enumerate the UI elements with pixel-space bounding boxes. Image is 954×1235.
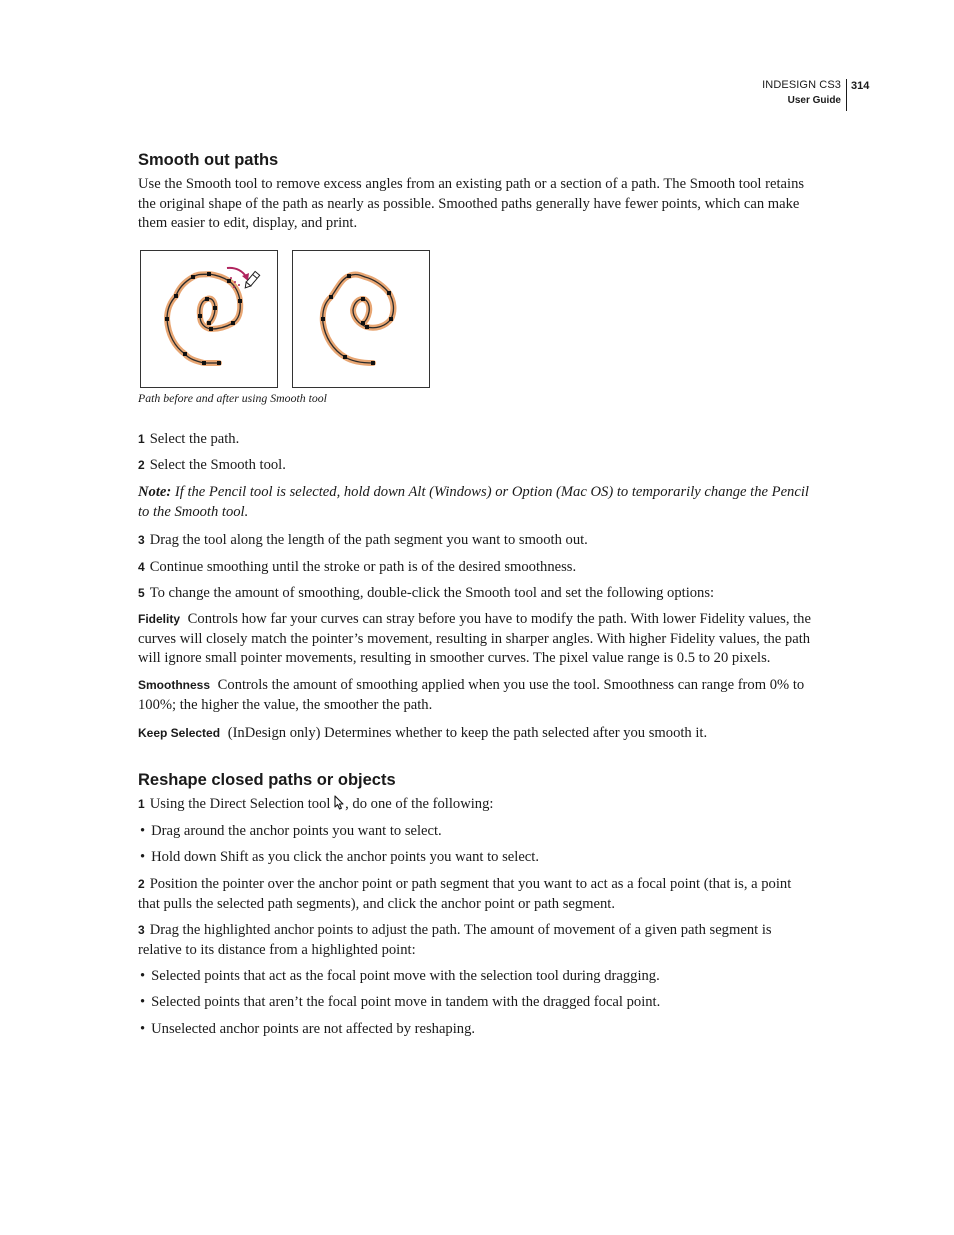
figure-before <box>140 250 278 388</box>
figure-after <box>292 250 430 388</box>
figure-caption: Path before and after using Smooth tool <box>138 391 327 405</box>
step-2: 2 Select the Smooth tool. <box>138 457 286 473</box>
header-divider <box>846 79 847 111</box>
section-title-reshape: Reshape closed paths or objects <box>138 771 396 789</box>
reshape-bullet-2: • Hold down Shift as you click the anchor points you want to select. <box>140 849 539 865</box>
step-4: 4 Continue smoothing until the stroke or path is of the desired smoothness. <box>138 559 577 575</box>
option-keep-selected: Keep Selected (InDesign only) Determines whether to keep the path selected after you smooth it. <box>138 725 708 741</box>
path-stroke <box>167 274 240 363</box>
reshape-step-2: 2 Position the pointer over the anchor point or path segment that you want to act as a focal point (that is, a point that pulls the selected path segments), and click the anchor point or path segment. <box>138 876 792 912</box>
smoothed-path-stroke <box>323 274 394 363</box>
section-title-smooth: Smooth out paths <box>138 151 279 169</box>
intro-paragraph: Use the Smooth tool to remove excess angles from an existing path or a section of a path. The Smooth tool retains the original shape of the path as nearly as possible. Smoothed paths generally have fewer points, which can make them easier to edit, display, and print. <box>138 176 805 231</box>
note-label: Note: <box>138 484 172 500</box>
note <box>138 483 814 522</box>
reshape-bullet-5: • Unselected anchor points are not affected by reshaping. <box>140 1021 476 1037</box>
step-5: 5 To change the amount of smoothing, double-click the Smooth tool and set the following options: <box>138 585 715 601</box>
reshape-bullet-3: • Selected points that act as the focal point move with the selection tool during dragging. <box>140 968 660 984</box>
note-text: If the Pencil tool is selected, hold down Alt (Windows) or Option (Mac OS) to temporarily change the Pencil to the Smooth tool. <box>138 484 809 520</box>
step-3: 3 Drag the tool along the length of the path segment you want to smooth out. <box>138 532 588 548</box>
step-1: 1 Select the path. <box>138 431 240 447</box>
page-header <box>760 79 872 111</box>
page-number: 314 <box>851 80 870 92</box>
direct-selection-tool-icon <box>334 795 345 810</box>
reshape-step-1: 1 Using the Direct Selection tool , do one of the following: <box>138 796 494 812</box>
reshape-bullet-1: • Drag around the anchor points you want to select. <box>140 823 442 839</box>
guide-name: User Guide <box>787 95 841 106</box>
product-name: INDESIGN CS3 <box>762 79 841 91</box>
option-fidelity: Fidelity Controls how far your curves can stray before you have to modify the path. With lower Fidelity values, the curves will closely match the pointer’s movement, resulting in sharper angles. With higher Fidelity values, the path will ignore small pointer movements, resulting in smoother curves. The pixel value range is 0.5 to 20 pixels. <box>138 611 811 666</box>
reshape-step-3: 3 Drag the highlighted anchor points to adjust the path. The amount of movement of a given path segment is relative to its distance from a highlighted point: <box>138 922 772 958</box>
reshape-bullet-4: • Selected points that aren’t the focal point move in tandem with the dragged focal point. <box>140 994 661 1010</box>
option-smoothness: Smoothness Controls the amount of smoothing applied when you use the tool. Smoothness can range from 0% to 100%; the higher the value, the smoother the path. <box>138 677 805 713</box>
